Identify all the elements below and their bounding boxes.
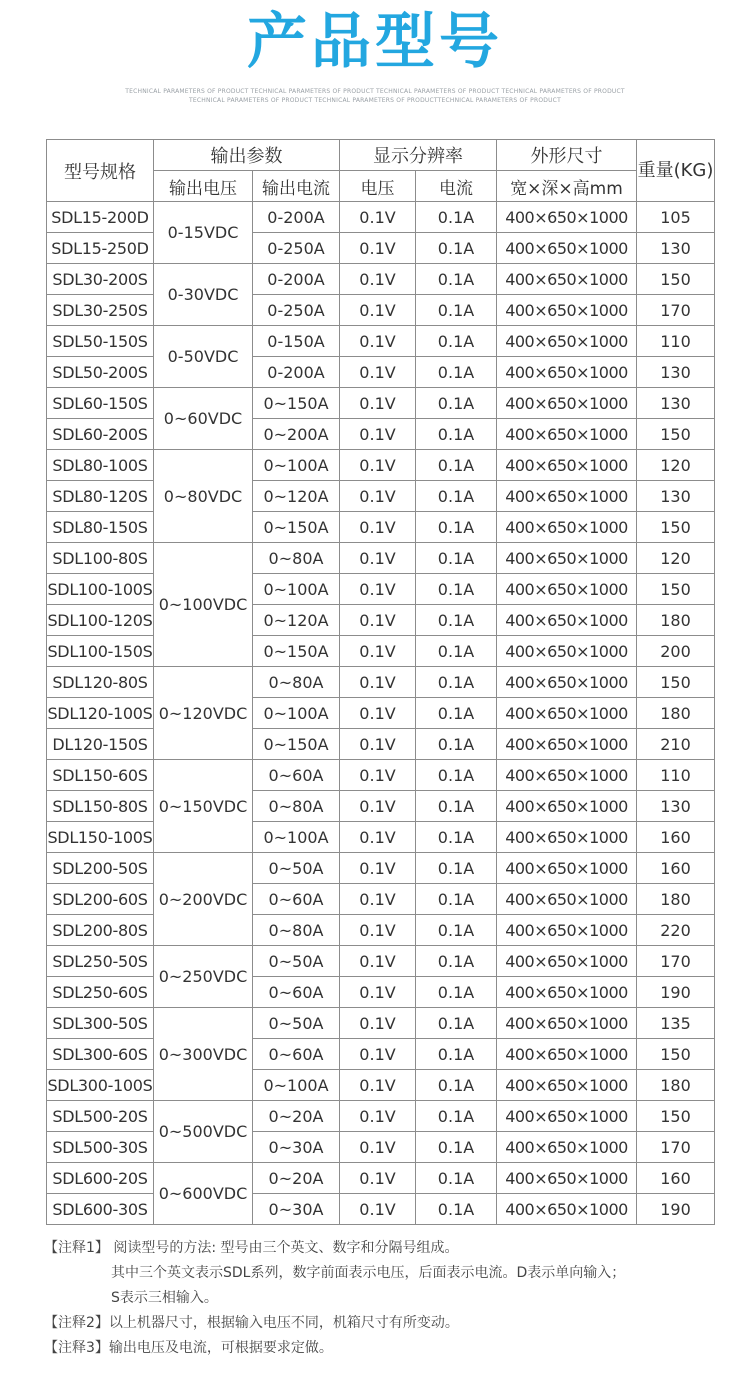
- output-current-cell: 0~100A: [253, 450, 340, 481]
- output-current-cell: 0~80A: [253, 915, 340, 946]
- display-current-cell: 0.1A: [416, 605, 497, 636]
- weight-cell: 160: [637, 1163, 715, 1194]
- weight-cell: 160: [637, 822, 715, 853]
- weight-cell: 150: [637, 264, 715, 295]
- weight-cell: 130: [637, 791, 715, 822]
- display-current-cell: 0.1A: [416, 233, 497, 264]
- model-cell: SDL50-150S: [47, 326, 154, 357]
- display-voltage-cell: 0.1V: [340, 884, 416, 915]
- display-current-cell: 0.1A: [416, 388, 497, 419]
- display-voltage-cell: 0.1V: [340, 264, 416, 295]
- table-row: [47, 822, 715, 853]
- table-row: [47, 1101, 715, 1132]
- model-cell: SDL250-50S: [47, 946, 154, 977]
- size-cell: 400×650×1000: [497, 760, 637, 791]
- output-current-cell: 0~20A: [253, 1101, 340, 1132]
- display-current-cell: 0.1A: [416, 357, 497, 388]
- output-voltage-cell: 0~500VDC: [154, 1101, 253, 1163]
- output-current-cell: 0~150A: [253, 512, 340, 543]
- output-voltage-cell: 0~100VDC: [154, 543, 253, 667]
- size-cell: 400×650×1000: [497, 667, 637, 698]
- weight-cell: 180: [637, 605, 715, 636]
- table-row: [47, 946, 715, 977]
- output-current-cell: 0~30A: [253, 1194, 340, 1225]
- size-cell: 400×650×1000: [497, 1132, 637, 1163]
- model-cell: SDL500-20S: [47, 1101, 154, 1132]
- display-voltage-cell: 0.1V: [340, 760, 416, 791]
- display-voltage-cell: 0.1V: [340, 202, 416, 233]
- model-cell: SDL150-80S: [47, 791, 154, 822]
- output-current-cell: 0-200A: [253, 202, 340, 233]
- output-current-cell: 0-200A: [253, 264, 340, 295]
- note-1: [44, 1236, 724, 1261]
- display-voltage-cell: 0.1V: [340, 977, 416, 1008]
- note-text: 阅读型号的方法: 型号由三个英文、数字和分隔号组成。: [108, 1240, 459, 1256]
- weight-cell: 110: [637, 326, 715, 357]
- model-cell: SDL30-250S: [47, 295, 154, 326]
- output-current-cell: 0~150A: [253, 729, 340, 760]
- display-current-cell: 0.1A: [416, 698, 497, 729]
- output-current-cell: 0-150A: [253, 326, 340, 357]
- output-current-cell: 0~30A: [253, 1132, 340, 1163]
- table-row: [47, 729, 715, 760]
- output-voltage-cell: 0~250VDC: [154, 946, 253, 1008]
- display-current-cell: 0.1A: [416, 419, 497, 450]
- display-voltage-cell: 0.1V: [340, 326, 416, 357]
- display-current-cell: 0.1A: [416, 853, 497, 884]
- table-row: [47, 357, 715, 388]
- table-row: [47, 512, 715, 543]
- header-display: 显示分辨率: [340, 140, 497, 171]
- display-current-cell: 0.1A: [416, 667, 497, 698]
- display-voltage-cell: 0.1V: [340, 1194, 416, 1225]
- output-current-cell: 0~80A: [253, 667, 340, 698]
- display-voltage-cell: 0.1V: [340, 543, 416, 574]
- display-voltage-cell: 0.1V: [340, 1039, 416, 1070]
- display-voltage-cell: 0.1V: [340, 667, 416, 698]
- display-current-cell: 0.1A: [416, 1008, 497, 1039]
- table-row: [47, 419, 715, 450]
- model-cell: SDL250-60S: [47, 977, 154, 1008]
- model-cell: SDL200-50S: [47, 853, 154, 884]
- output-current-cell: 0~120A: [253, 481, 340, 512]
- model-cell: SDL50-200S: [47, 357, 154, 388]
- display-voltage-cell: 0.1V: [340, 605, 416, 636]
- size-cell: 400×650×1000: [497, 1039, 637, 1070]
- size-cell: 400×650×1000: [497, 295, 637, 326]
- display-current-cell: 0.1A: [416, 636, 497, 667]
- note-tag: 【注释3】: [44, 1340, 109, 1356]
- output-current-cell: 0-200A: [253, 357, 340, 388]
- output-current-cell: 0~100A: [253, 822, 340, 853]
- note-1-cont-2: [44, 1286, 724, 1311]
- notes: [44, 1236, 724, 1361]
- size-cell: 400×650×1000: [497, 1163, 637, 1194]
- display-voltage-cell: 0.1V: [340, 481, 416, 512]
- header-model: 型号规格: [47, 140, 154, 202]
- header-disp-voltage: 电压: [340, 171, 416, 202]
- output-current-cell: 0-250A: [253, 233, 340, 264]
- size-cell: 400×650×1000: [497, 419, 637, 450]
- table-row: [47, 574, 715, 605]
- model-cell: SDL150-60S: [47, 760, 154, 791]
- output-current-cell: 0~50A: [253, 946, 340, 977]
- display-voltage-cell: 0.1V: [340, 636, 416, 667]
- model-cell: SDL100-120S: [47, 605, 154, 636]
- output-current-cell: 0~60A: [253, 760, 340, 791]
- weight-cell: 150: [637, 1101, 715, 1132]
- display-voltage-cell: 0.1V: [340, 1132, 416, 1163]
- table-row: [47, 1008, 715, 1039]
- weight-cell: 180: [637, 1070, 715, 1101]
- display-current-cell: 0.1A: [416, 760, 497, 791]
- display-current-cell: 0.1A: [416, 791, 497, 822]
- display-voltage-cell: 0.1V: [340, 233, 416, 264]
- model-cell: SDL200-80S: [47, 915, 154, 946]
- size-cell: 400×650×1000: [497, 233, 637, 264]
- output-current-cell: 0~80A: [253, 543, 340, 574]
- model-cell: SDL120-80S: [47, 667, 154, 698]
- table-row: [47, 977, 715, 1008]
- weight-cell: 130: [637, 357, 715, 388]
- output-voltage-cell: 0~60VDC: [154, 388, 253, 450]
- header-weight: 重量(KG): [637, 140, 715, 202]
- size-cell: 400×650×1000: [497, 729, 637, 760]
- weight-cell: 180: [637, 884, 715, 915]
- table-row: [47, 233, 715, 264]
- weight-cell: 200: [637, 636, 715, 667]
- output-current-cell: 0~120A: [253, 605, 340, 636]
- table-row: [47, 698, 715, 729]
- size-cell: 400×650×1000: [497, 791, 637, 822]
- size-cell: 400×650×1000: [497, 512, 637, 543]
- display-current-cell: 0.1A: [416, 729, 497, 760]
- model-cell: SDL30-200S: [47, 264, 154, 295]
- table-row: [47, 202, 715, 233]
- size-cell: 400×650×1000: [497, 636, 637, 667]
- weight-cell: 190: [637, 977, 715, 1008]
- weight-cell: 130: [637, 481, 715, 512]
- display-current-cell: 0.1A: [416, 1194, 497, 1225]
- model-cell: SDL600-20S: [47, 1163, 154, 1194]
- note-1-cont-1: [44, 1261, 724, 1286]
- size-cell: 400×650×1000: [497, 574, 637, 605]
- output-current-cell: 0~20A: [253, 1163, 340, 1194]
- table-row: [47, 543, 715, 574]
- output-current-cell: 0~150A: [253, 636, 340, 667]
- table-row: [47, 915, 715, 946]
- table-row: [47, 450, 715, 481]
- size-cell: 400×650×1000: [497, 915, 637, 946]
- output-voltage-cell: 0~200VDC: [154, 853, 253, 946]
- display-voltage-cell: 0.1V: [340, 915, 416, 946]
- output-voltage-cell: 0~80VDC: [154, 450, 253, 543]
- size-cell: 400×650×1000: [497, 543, 637, 574]
- table-row: [47, 667, 715, 698]
- model-cell: SDL200-60S: [47, 884, 154, 915]
- header-out-voltage: 输出电压: [154, 171, 253, 202]
- size-cell: 400×650×1000: [497, 1008, 637, 1039]
- display-voltage-cell: 0.1V: [340, 295, 416, 326]
- display-current-cell: 0.1A: [416, 1039, 497, 1070]
- display-current-cell: 0.1A: [416, 202, 497, 233]
- model-cell: SDL15-250D: [47, 233, 154, 264]
- model-cell: SDL150-100S: [47, 822, 154, 853]
- output-current-cell: 0~50A: [253, 853, 340, 884]
- display-current-cell: 0.1A: [416, 326, 497, 357]
- model-cell: SDL80-120S: [47, 481, 154, 512]
- display-voltage-cell: 0.1V: [340, 388, 416, 419]
- table-row: [47, 1132, 715, 1163]
- weight-cell: 135: [637, 1008, 715, 1039]
- output-voltage-cell: 0~600VDC: [154, 1163, 253, 1225]
- model-cell: SDL120-100S: [47, 698, 154, 729]
- output-current-cell: 0~50A: [253, 1008, 340, 1039]
- weight-cell: 130: [637, 388, 715, 419]
- note-2: [44, 1311, 724, 1336]
- size-cell: 400×650×1000: [497, 605, 637, 636]
- weight-cell: 150: [637, 1039, 715, 1070]
- weight-cell: 150: [637, 419, 715, 450]
- output-current-cell: 0~80A: [253, 791, 340, 822]
- size-cell: 400×650×1000: [497, 481, 637, 512]
- note-tag: 【注释1】: [44, 1240, 109, 1256]
- size-cell: 400×650×1000: [497, 1194, 637, 1225]
- weight-cell: 170: [637, 295, 715, 326]
- model-cell: SDL300-60S: [47, 1039, 154, 1070]
- model-cell: SDL60-200S: [47, 419, 154, 450]
- table-row: [47, 388, 715, 419]
- output-current-cell: 0~100A: [253, 1070, 340, 1101]
- output-current-cell: 0~150A: [253, 388, 340, 419]
- model-cell: SDL300-50S: [47, 1008, 154, 1039]
- display-voltage-cell: 0.1V: [340, 1070, 416, 1101]
- output-current-cell: 0~60A: [253, 884, 340, 915]
- output-current-cell: 0-250A: [253, 295, 340, 326]
- table-row: [47, 791, 715, 822]
- display-current-cell: 0.1A: [416, 884, 497, 915]
- model-cell: SDL80-100S: [47, 450, 154, 481]
- size-cell: 400×650×1000: [497, 946, 637, 977]
- display-voltage-cell: 0.1V: [340, 791, 416, 822]
- weight-cell: 150: [637, 512, 715, 543]
- output-current-cell: 0~200A: [253, 419, 340, 450]
- weight-cell: 150: [637, 574, 715, 605]
- size-cell: 400×650×1000: [497, 853, 637, 884]
- header-size-sub: 宽×深×高mm: [497, 171, 637, 202]
- output-voltage-cell: 0~300VDC: [154, 1008, 253, 1101]
- display-voltage-cell: 0.1V: [340, 729, 416, 760]
- size-cell: 400×650×1000: [497, 202, 637, 233]
- display-voltage-cell: 0.1V: [340, 1008, 416, 1039]
- size-cell: 400×650×1000: [497, 1070, 637, 1101]
- model-cell: SDL60-150S: [47, 388, 154, 419]
- display-current-cell: 0.1A: [416, 946, 497, 977]
- output-current-cell: 0~100A: [253, 698, 340, 729]
- output-voltage-cell: 0~150VDC: [154, 760, 253, 853]
- display-current-cell: 0.1A: [416, 1101, 497, 1132]
- output-current-cell: 0~60A: [253, 977, 340, 1008]
- size-cell: 400×650×1000: [497, 388, 637, 419]
- output-voltage-cell: 0-15VDC: [154, 202, 253, 264]
- size-cell: 400×650×1000: [497, 357, 637, 388]
- table-row: [47, 481, 715, 512]
- display-current-cell: 0.1A: [416, 481, 497, 512]
- display-current-cell: 0.1A: [416, 915, 497, 946]
- display-voltage-cell: 0.1V: [340, 698, 416, 729]
- model-cell: SDL600-30S: [47, 1194, 154, 1225]
- size-cell: 400×650×1000: [497, 1101, 637, 1132]
- display-current-cell: 0.1A: [416, 1070, 497, 1101]
- table-row: [47, 1070, 715, 1101]
- weight-cell: 105: [637, 202, 715, 233]
- subtitle-line-1: TECHNICAL PARAMETERS OF PRODUCT TECHNICAL PARAMETERS OF PRODUCT TECHNICAL PARAMETERS OF PRODUCT TECHNICAL PARAMETERS OF PRODUCT: [125, 88, 625, 95]
- display-voltage-cell: 0.1V: [340, 822, 416, 853]
- weight-cell: 190: [637, 1194, 715, 1225]
- subtitle-line-2: TECHNICAL PARAMETERS OF PRODUCT TECHNICAL PARAMETERS OF PRODUCTTECHNICAL PARAMETERS OF PRODUCT: [189, 97, 561, 104]
- table-row: [47, 760, 715, 791]
- note-text: 输出电压及电流，可根据要求定做。: [108, 1340, 333, 1356]
- size-cell: 400×650×1000: [497, 822, 637, 853]
- weight-cell: 120: [637, 543, 715, 574]
- table-row: [47, 264, 715, 295]
- size-cell: 400×650×1000: [497, 326, 637, 357]
- note-3: [44, 1336, 724, 1361]
- weight-cell: 160: [637, 853, 715, 884]
- table-row: [47, 1163, 715, 1194]
- display-current-cell: 0.1A: [416, 450, 497, 481]
- size-cell: 400×650×1000: [497, 698, 637, 729]
- display-current-cell: 0.1A: [416, 512, 497, 543]
- display-voltage-cell: 0.1V: [340, 1101, 416, 1132]
- table-row: [47, 326, 715, 357]
- display-voltage-cell: 0.1V: [340, 419, 416, 450]
- size-cell: 400×650×1000: [497, 450, 637, 481]
- header-output: 输出参数: [154, 140, 340, 171]
- note-text: 以上机器尺寸，根据输入电压不同，机箱尺寸有所变动。: [108, 1315, 459, 1331]
- display-current-cell: 0.1A: [416, 977, 497, 1008]
- model-cell: DL120-150S: [47, 729, 154, 760]
- size-cell: 400×650×1000: [497, 264, 637, 295]
- display-voltage-cell: 0.1V: [340, 946, 416, 977]
- display-current-cell: 0.1A: [416, 1132, 497, 1163]
- output-voltage-cell: 0~120VDC: [154, 667, 253, 760]
- model-cell: SDL100-80S: [47, 543, 154, 574]
- display-voltage-cell: 0.1V: [340, 1163, 416, 1194]
- display-current-cell: 0.1A: [416, 295, 497, 326]
- display-voltage-cell: 0.1V: [340, 450, 416, 481]
- table-row: [47, 636, 715, 667]
- output-voltage-cell: 0-50VDC: [154, 326, 253, 388]
- weight-cell: 220: [637, 915, 715, 946]
- weight-cell: 170: [637, 946, 715, 977]
- model-cell: SDL15-200D: [47, 202, 154, 233]
- model-cell: SDL300-100S: [47, 1070, 154, 1101]
- header-out-current: 输出电流: [253, 171, 340, 202]
- display-voltage-cell: 0.1V: [340, 853, 416, 884]
- weight-cell: 210: [637, 729, 715, 760]
- size-cell: 400×650×1000: [497, 977, 637, 1008]
- output-current-cell: 0~100A: [253, 574, 340, 605]
- model-cell: SDL500-30S: [47, 1132, 154, 1163]
- note-text: S表示三相输入。: [111, 1290, 218, 1306]
- table-row: [47, 1039, 715, 1070]
- display-current-cell: 0.1A: [416, 543, 497, 574]
- table-row: [47, 1194, 715, 1225]
- note-tag: 【注释2】: [44, 1315, 109, 1331]
- weight-cell: 110: [637, 760, 715, 791]
- header-disp-current: 电流: [416, 171, 497, 202]
- weight-cell: 130: [637, 233, 715, 264]
- table-row: [47, 853, 715, 884]
- model-cell: SDL80-150S: [47, 512, 154, 543]
- size-cell: 400×650×1000: [497, 884, 637, 915]
- display-voltage-cell: 0.1V: [340, 512, 416, 543]
- page-title: 产品型号: [247, 7, 503, 77]
- table-row: [47, 605, 715, 636]
- display-voltage-cell: 0.1V: [340, 357, 416, 388]
- weight-cell: 120: [637, 450, 715, 481]
- table-row: [47, 295, 715, 326]
- display-current-cell: 0.1A: [416, 1163, 497, 1194]
- spec-table-body: [47, 202, 715, 1225]
- display-current-cell: 0.1A: [416, 574, 497, 605]
- model-cell: SDL100-100S: [47, 574, 154, 605]
- output-current-cell: 0~60A: [253, 1039, 340, 1070]
- display-current-cell: 0.1A: [416, 822, 497, 853]
- table-row: [47, 884, 715, 915]
- header-size: 外形尺寸: [497, 140, 637, 171]
- weight-cell: 180: [637, 698, 715, 729]
- display-current-cell: 0.1A: [416, 264, 497, 295]
- weight-cell: 170: [637, 1132, 715, 1163]
- weight-cell: 150: [637, 667, 715, 698]
- display-voltage-cell: 0.1V: [340, 574, 416, 605]
- model-cell: SDL100-150S: [47, 636, 154, 667]
- note-text: 其中三个英文表示SDL系列，数字前面表示电压，后面表示电流。D表示单向输入；: [111, 1265, 626, 1281]
- spec-table: [46, 139, 715, 1225]
- output-voltage-cell: 0-30VDC: [154, 264, 253, 326]
